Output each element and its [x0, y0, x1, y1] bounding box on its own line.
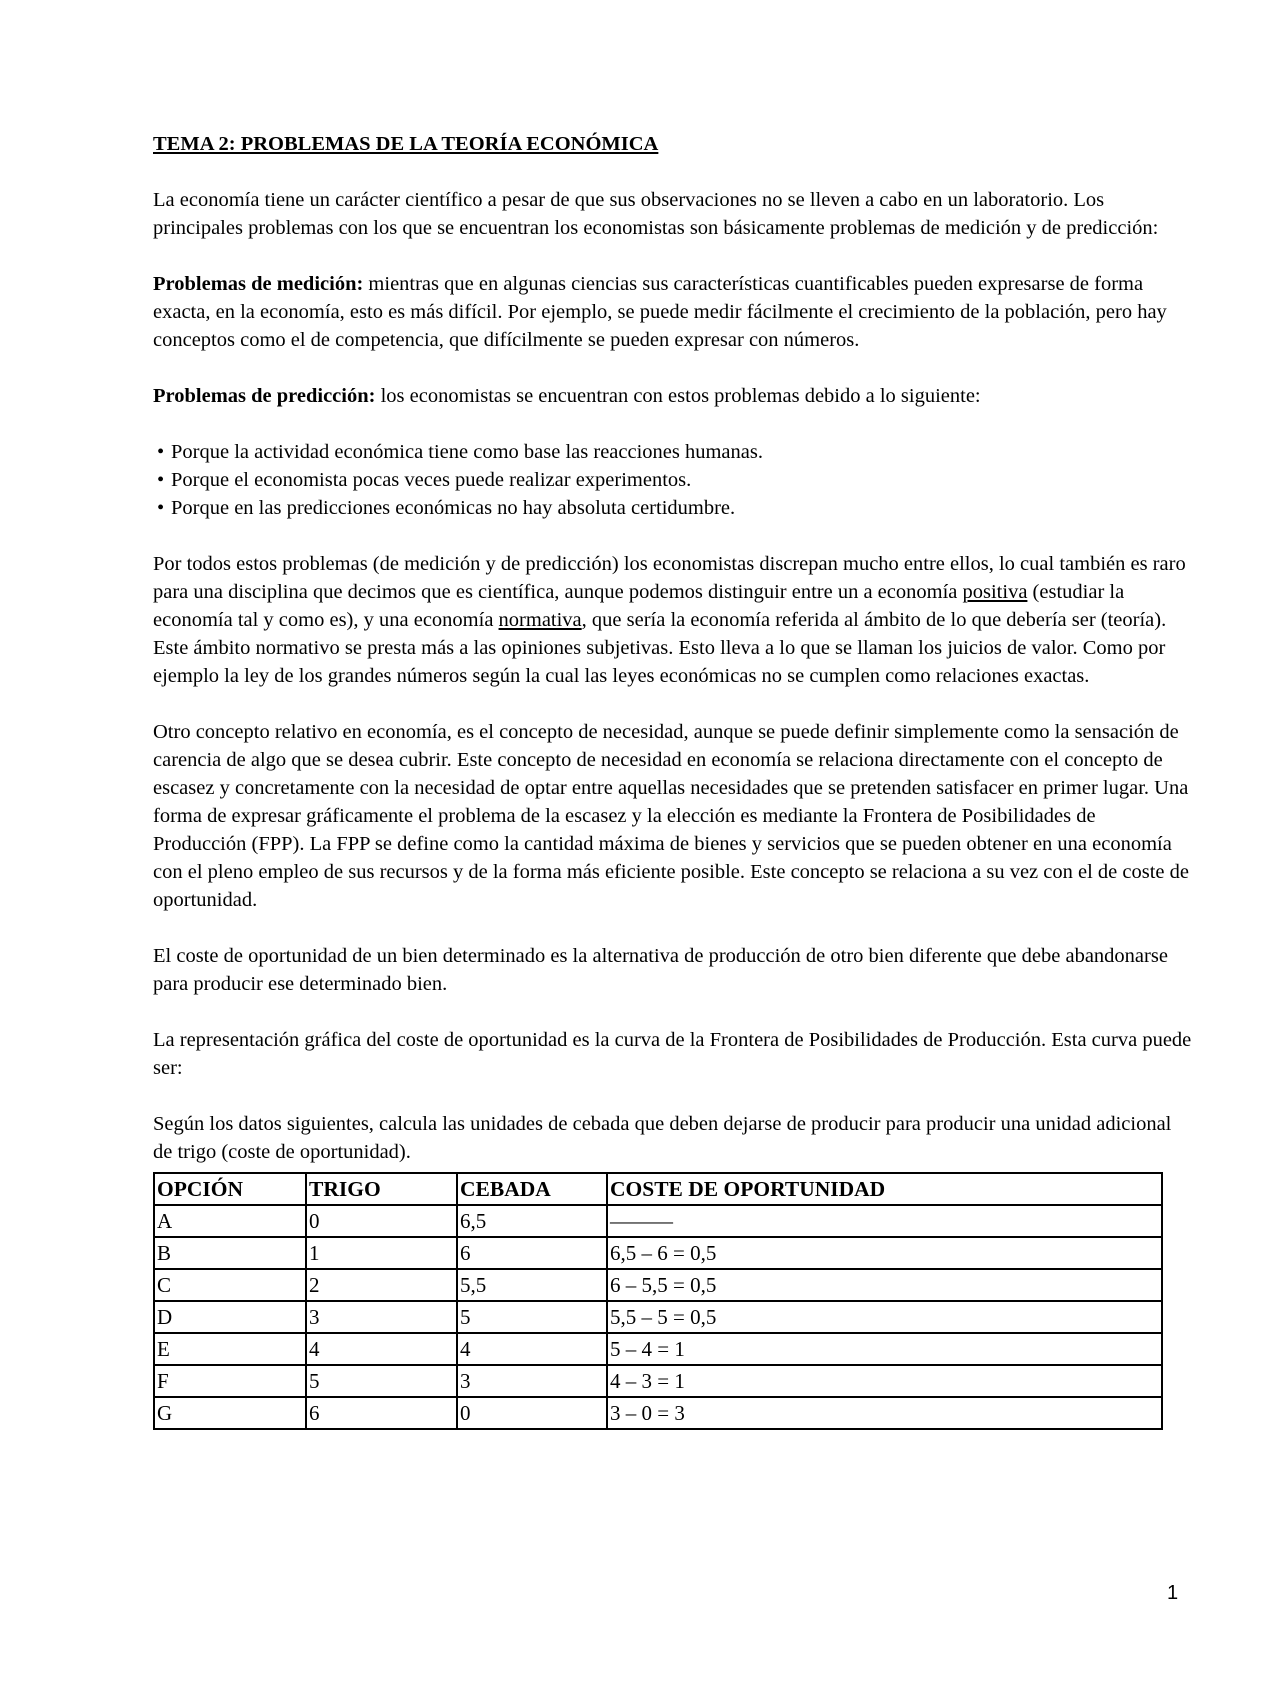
discrepancia-paragraph: [153, 550, 1193, 690]
cell-cebada: 6: [457, 1237, 607, 1269]
cell-opcion: F: [154, 1365, 306, 1397]
header-trigo: TRIGO: [306, 1173, 457, 1205]
list-item: [157, 494, 1193, 522]
table-row: [154, 1237, 1162, 1269]
cell-trigo: 0: [306, 1205, 457, 1237]
coste-oportunidad-table: [153, 1172, 1163, 1430]
cell-coste: 3 – 0 = 3: [607, 1397, 1162, 1429]
cell-coste: 5,5 – 5 = 0,5: [607, 1301, 1162, 1333]
medicion-label: Problemas de medición:: [153, 273, 364, 295]
discrepancia-text-2: (estudiar la economía tal y como es), y una economía: [153, 581, 1125, 631]
list-item: [157, 438, 1193, 466]
list-item-text: Porque el economista pocas veces puede realizar experimentos.: [171, 469, 692, 491]
table-row: [154, 1397, 1162, 1429]
cell-coste: 6,5 – 6 = 0,5: [607, 1237, 1162, 1269]
cell-cebada: 4: [457, 1333, 607, 1365]
cell-cebada: 3: [457, 1365, 607, 1397]
bullet-icon: •: [157, 441, 165, 463]
cell-trigo: 5: [306, 1365, 457, 1397]
document-title: TEMA 2: PROBLEMAS DE LA TEORÍA ECONÓMICA: [153, 133, 659, 155]
medicion-text: mientras que en algunas ciencias sus características cuantificables pueden expresarse de forma exacta, en la economía, esto es más difícil. Por ejemplo, se puede medir fácilmente el crecimiento de la población, pero hay conceptos como el de competencia, que difícilmente se pueden expresar con números.: [153, 273, 1167, 351]
table-row: [154, 1333, 1162, 1365]
bullet-icon: •: [157, 497, 165, 519]
cell-cebada: 6,5: [457, 1205, 607, 1237]
table-row: [154, 1205, 1162, 1237]
discrepancia-text-1: Por todos estos problemas (de medición y de predicción) los economistas discrepan mucho entre ellos, lo cual también es raro para una disciplina que decimos que es científica, aunque podemos distinguir entre un a economía: [153, 553, 1186, 603]
discrepancia-text-3: , que sería la economía referida al ámbito de lo que debería ser (teoría). Este ámbito normativo se presta más a las opiniones subjetivas. Esto lleva a lo que se llaman los juicios de valor. Como por ejemplo la ley de los grandes números según la cual las leyes económicas no se cumplen como relaciones exactas.: [153, 609, 1167, 687]
page-number: 1: [1167, 1582, 1179, 1604]
positiva-term: positiva: [962, 581, 1028, 603]
medicion-paragraph: [153, 270, 1193, 354]
cell-opcion: D: [154, 1301, 306, 1333]
cell-trigo: 6: [306, 1397, 457, 1429]
cell-opcion: C: [154, 1269, 306, 1301]
cell-opcion: B: [154, 1237, 306, 1269]
header-opcion: OPCIÓN: [154, 1173, 306, 1205]
normativa-term: normativa: [498, 609, 582, 631]
cell-cebada: 5: [457, 1301, 607, 1333]
cell-coste: 5 – 4 = 1: [607, 1333, 1162, 1365]
coste-paragraph: El coste de oportunidad de un bien determinado es la alternativa de producción de otro bien diferente que debe abandonarse para producir ese determinado bien.: [153, 945, 1168, 995]
table-row: [154, 1269, 1162, 1301]
header-cebada: CEBADA: [457, 1173, 607, 1205]
list-item-text: Porque la actividad económica tiene como base las reacciones humanas.: [171, 441, 763, 463]
document-page: [153, 130, 1193, 1430]
cell-cebada: 0: [457, 1397, 607, 1429]
cell-coste: 6 – 5,5 = 0,5: [607, 1269, 1162, 1301]
prediccion-paragraph: [153, 382, 1193, 410]
list-item: [157, 466, 1193, 494]
cell-cebada: 5,5: [457, 1269, 607, 1301]
cell-trigo: 1: [306, 1237, 457, 1269]
cell-opcion: A: [154, 1205, 306, 1237]
intro-paragraph: La economía tiene un carácter científico a pesar de que sus observaciones no se lleven a cabo en un laboratorio. Los principales problemas con los que se encuentran los economistas son básicamente problemas de medición y de predicción:: [153, 189, 1159, 239]
cell-opcion: G: [154, 1397, 306, 1429]
prediccion-bullet-list: [153, 438, 1193, 522]
necesidad-paragraph: Otro concepto relativo en economía, es el concepto de necesidad, aunque se puede definir simplemente como la sensación de carencia de algo que se desea cubrir. Este concepto de necesidad en economía se relaciona directamente con el concepto de escasez y concretamente con la necesidad de optar entre aquellas necesidades que se pretenden satisfacer en primer lugar. Una forma de expresar gráficamente el problema de la escasez y la elección es mediante la Frontera de Posibilidades de Producción (FPP). La FPP se define como la cantidad máxima de bienes y servicios que se pueden obtener en una economía con el pleno empleo de sus recursos y de la forma más eficiente posible. Este concepto se relaciona a su vez con el de coste de oportunidad.: [153, 721, 1189, 911]
cell-coste: 4 – 3 = 1: [607, 1365, 1162, 1397]
cell-coste: ––––––: [607, 1205, 1162, 1237]
cell-trigo: 2: [306, 1269, 457, 1301]
representacion-paragraph: La representación gráfica del coste de oportunidad es la curva de la Frontera de Posibilidades de Producción. Esta curva puede ser:: [153, 1029, 1192, 1079]
ejercicio-paragraph: Según los datos siguientes, calcula las unidades de cebada que deben dejarse de producir para producir una unidad adicional de trigo (coste de oportunidad).: [153, 1113, 1172, 1163]
cell-trigo: 3: [306, 1301, 457, 1333]
prediccion-label: Problemas de predicción:: [153, 385, 376, 407]
header-coste: COSTE DE OPORTUNIDAD: [607, 1173, 1162, 1205]
cell-trigo: 4: [306, 1333, 457, 1365]
table-header-row: [154, 1173, 1162, 1205]
table-row: [154, 1365, 1162, 1397]
bullet-icon: •: [157, 469, 165, 491]
cell-opcion: E: [154, 1333, 306, 1365]
prediccion-text: los economistas se encuentran con estos problemas debido a lo siguiente:: [375, 385, 981, 407]
list-item-text: Porque en las predicciones económicas no hay absoluta certidumbre.: [171, 497, 736, 519]
table-row: [154, 1301, 1162, 1333]
